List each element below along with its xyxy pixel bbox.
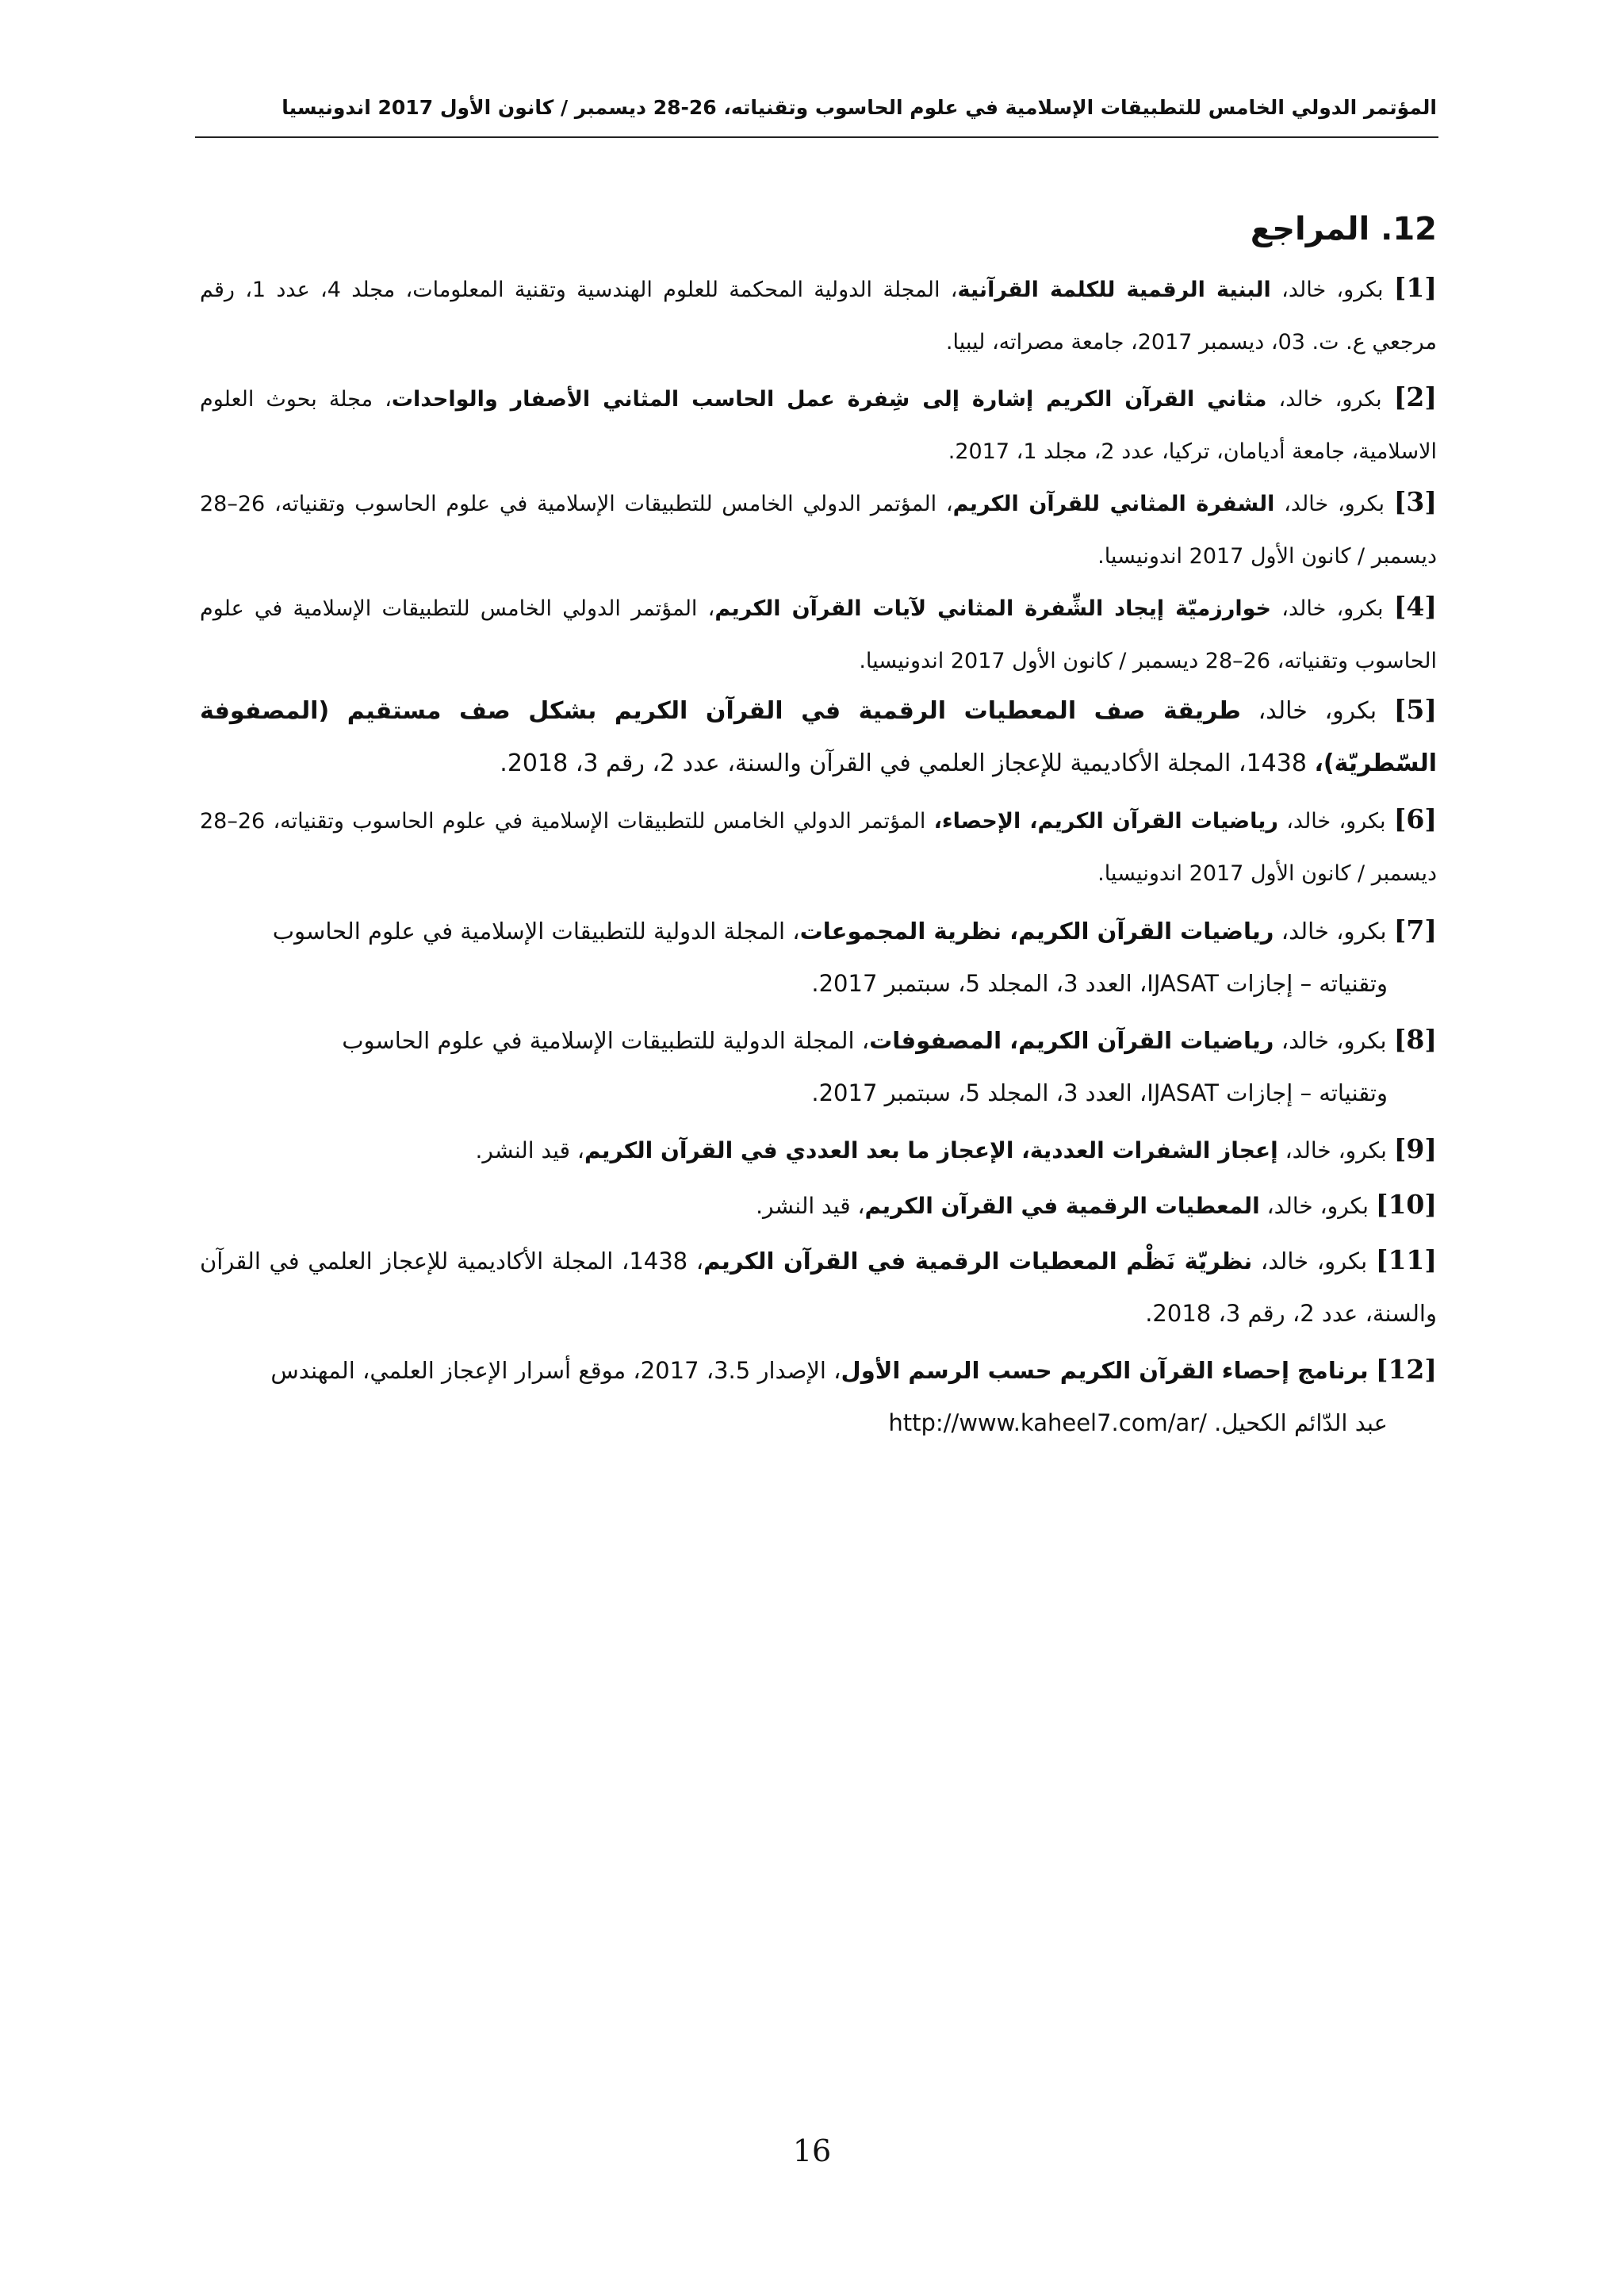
- reference-details: ، قيد النشر.: [756, 1193, 865, 1219]
- reference-title: طريقة صف المعطيات الرقمية في القرآن الكريم بشكل صف مستقيم (المصفوفة السّطريّة)،: [200, 697, 1437, 777]
- section-title: 12. المراجع: [1250, 211, 1437, 247]
- reference-author: بكرو، خالد،: [1274, 1027, 1394, 1054]
- reference-title: رياضيات القرآن الكريم، الإحصاء،: [933, 809, 1278, 834]
- reference-12: [200, 1343, 1437, 1449]
- reference-number: [8]: [1393, 1024, 1437, 1055]
- reference-9: [200, 1123, 1437, 1177]
- reference-number: [9]: [1393, 1133, 1437, 1164]
- reference-title: برنامج إحصاء القرآن الكريم حسب الرسم الأول: [841, 1357, 1369, 1384]
- reference-details: ، المؤتمر الدولي الخامس للتطبيقات الإسلامية في علوم الحاسوب وتقنياته، 26–28 ديسمبر / كانون الأول 2017 اندونيسيا.: [200, 492, 1437, 569]
- reference-10: [200, 1179, 1437, 1232]
- reference-title: المعطيات الرقمية في القرآن الكريم: [864, 1193, 1260, 1219]
- reference-number: [2]: [1393, 381, 1437, 412]
- reference-title: إعجاز الشفرات العددية، الإعجاز ما بعد العددي في القرآن الكريم: [584, 1137, 1278, 1163]
- reference-author: بكرو، خالد،: [1240, 697, 1394, 725]
- reference-title: مثاني القرآن الكريم إشارة إلى شِفرة عمل الحاسب المثاني الأصفار والواحدات: [391, 387, 1267, 412]
- header-rule: [195, 136, 1438, 138]
- reference-details: ، 1438، المجلة الأكاديمية للإعجاز العلمي في القرآن والسنة، عدد 2، رقم 3، 2018.: [200, 1248, 1437, 1327]
- reference-11: [200, 1234, 1437, 1340]
- reference-details: ، المجلة الدولية المحكمة للعلوم الهندسية وتقنية المعلومات، مجلد 4، عدد 1، رقم مرجعي ع. ت. 03، ديسمبر 2017، جامعة مصراته، ليبيا.: [200, 278, 1437, 355]
- reference-number: [1]: [1393, 272, 1437, 303]
- reference-details: المؤتمر الدولي الخامس للتطبيقات الإسلامية في علوم الحاسوب وتقنياته، 26–28 ديسمبر / كانون الأول 2017 اندونيسيا.: [200, 809, 1437, 886]
- reference-details: ، المجلة الدولية للتطبيقات الإسلامية في علوم الحاسوب: [272, 918, 800, 945]
- reference-author: بكرو، خالد،: [1274, 918, 1394, 945]
- reference-5: [200, 684, 1437, 790]
- reference-author: بكرو، خالد،: [1259, 1193, 1376, 1219]
- reference-details: ، الإصدار 3.5، 2017، موقع أسرار الإعجاز العلمي، المهندس: [270, 1357, 841, 1384]
- reference-number: [12]: [1375, 1354, 1437, 1385]
- reference-author: بكرو، خالد،: [1277, 1137, 1394, 1163]
- reference-author: بكرو، خالد،: [1266, 387, 1394, 412]
- reference-continuation: عبد الدّائم الكحيل.: [1206, 1409, 1388, 1436]
- reference-details: ، قيد النشر.: [475, 1137, 584, 1163]
- reference-continuation: وتقنياته – إجازات IJASAT، العدد 3، المجلد 5، سبتمبر 2017.: [811, 970, 1388, 997]
- reference-7: [200, 904, 1437, 1010]
- reference-author: بكرو، خالد،: [1252, 1248, 1376, 1274]
- page-number: 16: [792, 2133, 832, 2168]
- reference-details: 1438، المجلة الأكاديمية للإعجاز العلمي في القرآن والسنة، عدد 2، رقم 3، 2018.: [500, 749, 1315, 777]
- reference-3: [200, 476, 1437, 583]
- reference-number: [7]: [1393, 914, 1437, 945]
- running-header: المؤتمر الدولي الخامس للتطبيقات الإسلامية في علوم الحاسوب وتقنياته، 26-28 ديسمبر / كانون الأول 2017 اندونيسيا: [282, 96, 1437, 119]
- reference-number: [4]: [1393, 591, 1437, 622]
- reference-title: رياضيات القرآن الكريم، المصفوفات: [869, 1027, 1274, 1054]
- reference-number: [11]: [1375, 1244, 1437, 1275]
- reference-author: بكرو، خالد،: [1271, 596, 1394, 621]
- reference-number: [3]: [1393, 486, 1438, 517]
- reference-url-link[interactable]: http://www.kaheel7.com/ar/: [888, 1409, 1207, 1436]
- reference-6: [200, 793, 1437, 900]
- reference-details: ، المؤتمر الدولي الخامس للتطبيقات الإسلامية في علوم الحاسوب وتقنياته، 26–28 ديسمبر / كانون الأول 2017 اندونيسيا.: [200, 596, 1437, 673]
- reference-author: بكرو، خالد،: [1270, 278, 1394, 302]
- reference-details: ، المجلة الدولية للتطبيقات الإسلامية في علوم الحاسوب: [342, 1027, 870, 1054]
- reference-number: [5]: [1393, 694, 1437, 725]
- reference-number: [6]: [1393, 803, 1437, 834]
- reference-author: [1369, 1357, 1376, 1384]
- reference-title: الشفرة المثاني للقرآن الكريم: [952, 492, 1275, 516]
- reference-title: البنية الرقمية للكلمة القرآنية: [957, 278, 1271, 302]
- reference-4: [200, 581, 1437, 688]
- reference-author: بكرو، خالد،: [1277, 809, 1394, 834]
- reference-8: [200, 1014, 1437, 1119]
- reference-details: ، مجلة بحوث العلوم الاسلامية، جامعة أديامان، تركيا، عدد 2، مجلد 1، 2017.: [200, 387, 1437, 464]
- reference-author: بكرو، خالد،: [1274, 492, 1394, 516]
- reference-2: [200, 371, 1437, 478]
- reference-continuation: وتقنياته – إجازات IJASAT، العدد 3، المجلد 5، سبتمبر 2017.: [811, 1079, 1388, 1106]
- reference-title: نظريّة نَظْم المعطيات الرقمية في القرآن الكريم: [703, 1248, 1253, 1274]
- reference-title: رياضيات القرآن الكريم، نظرية المجموعات: [799, 918, 1274, 945]
- reference-number: [10]: [1375, 1189, 1437, 1220]
- reference-1: [200, 262, 1437, 369]
- reference-title: خوارزميّة إيجاد الشِّفرة المثاني لآيات القرآن الكريم: [714, 596, 1272, 621]
